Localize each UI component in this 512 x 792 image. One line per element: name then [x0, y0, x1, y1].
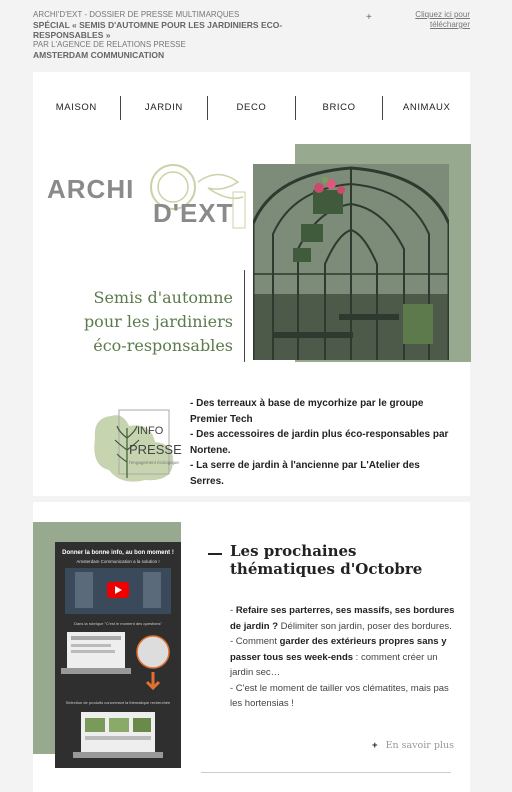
read-more-link[interactable] — [372, 740, 454, 751]
nav-item-deco[interactable]: DECO — [208, 96, 296, 120]
agency-name: AMSTERDAM COMMUNICATION — [33, 50, 165, 60]
hero-title-line: éco-responsables — [93, 336, 233, 355]
newsletter-card — [33, 72, 470, 496]
hero-title — [53, 286, 233, 358]
header-info — [33, 10, 333, 60]
info-presse-logo — [91, 408, 183, 486]
download-link[interactable]: Cliquez ici pour télécharger — [415, 10, 470, 29]
promo-headline: Donner la bonne info, au bon moment ! — [62, 550, 174, 556]
bullet-item: - Des accessoires de jardin plus éco-responsables par Nortene. — [190, 429, 449, 456]
logo-archi: ARCHI — [47, 174, 135, 204]
promo-sub: Amsterdam Communication a la solution ! — [76, 559, 160, 564]
agency-intro: PAR L'AGENCE DE RELATIONS PRESSE — [33, 40, 186, 49]
nav-item-animaux[interactable]: ANIMAUX — [402, 102, 451, 113]
promo-phone-visual — [55, 542, 181, 768]
read-more-label: En savoir plus — [385, 740, 454, 751]
theme-item: - Refaire ses parterres, ses massifs, ses bordures de jardin ? Délimiter son jardin, poser des bordures. — [230, 605, 455, 632]
hero-title-line: pour les jardiniers — [83, 312, 233, 331]
press-bullets — [190, 396, 450, 489]
theme-item: - C'est le moment de tailler vos clématites, mais pas les hortensias ! — [230, 682, 449, 709]
engagement-text: l'engagement écologique — [129, 460, 179, 465]
plus-icon: + — [366, 12, 372, 23]
special-line: SPÉCIAL « SEMIS D'AUTOMNE POUR LES JARDINIERS ECO-RESPONSABLES » — [33, 20, 283, 40]
themes-title: Les prochaines thématiques d'Octobre — [230, 542, 423, 578]
brand-line: ARCHI'D'EXT - DOSSIER DE PRESSE MULTIMARQUES — [33, 10, 240, 19]
info-text: INFO — [137, 425, 164, 437]
divider-line — [201, 772, 451, 773]
plus-icon: + — [372, 740, 378, 751]
nav-item-brico[interactable]: BRICO — [296, 96, 384, 120]
promo-caption: Sélection de produits concernant la thématique recherchée — [65, 700, 171, 705]
themes-card — [33, 502, 470, 792]
nav-item-maison[interactable]: MAISON — [33, 96, 121, 120]
theme-item: - Comment garder des extérieurs propres sans y passer tous ses week-ends : comment créer un jardin sec… — [230, 636, 447, 678]
greenhouse-photo — [253, 164, 449, 360]
archi-dext-logo — [43, 162, 253, 242]
divider-line — [244, 270, 245, 362]
bullet-item: - Des terreaux à base de mycorhize par le groupe Premier Tech — [190, 398, 424, 425]
logo-dext: D'EXT — [153, 198, 234, 228]
promo-caption: Dans la rubrique "C'est le moment des questions" — [74, 621, 162, 626]
presse-text: PRESSE — [129, 442, 182, 457]
hero-title-line: Semis d'automne — [93, 288, 233, 307]
category-nav — [33, 96, 470, 120]
nav-item-jardin[interactable]: JARDIN — [121, 96, 209, 120]
themes-list — [230, 603, 460, 712]
title-dash — [208, 553, 222, 555]
bullet-item: - La serre de jardin à l'ancienne par L'Atelier des Serres. — [190, 460, 420, 487]
